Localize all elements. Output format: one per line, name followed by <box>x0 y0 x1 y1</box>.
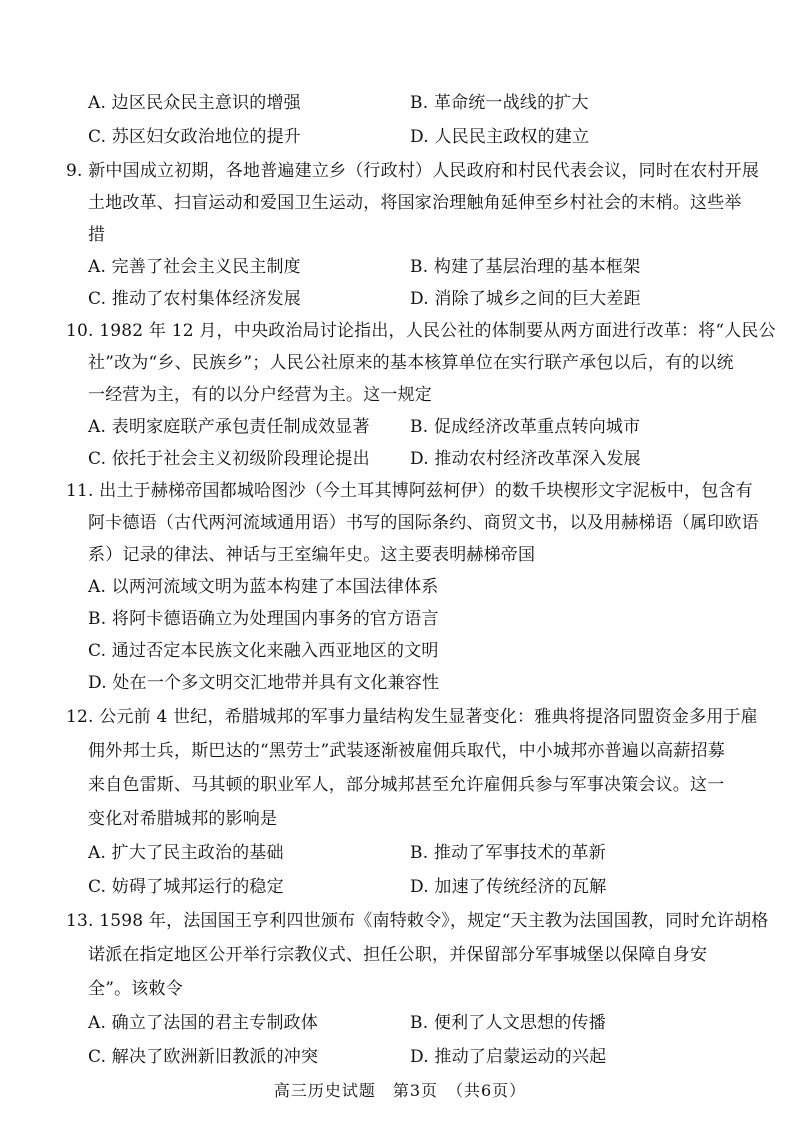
q9-option-a: A. 完善了社会主义民主制度 <box>88 257 301 277</box>
q9-option-c: C. 推动了农村集体经济发展 <box>88 289 302 309</box>
q13-stem-line-3: 全”。该敕令 <box>88 979 183 999</box>
q11-stem-line-3: 系）记录的律法、神话与王室编年史。这主要表明赫梯帝国 <box>88 545 536 565</box>
q9-stem-line-2: 土地改革、扫盲运动和爱国卫生运动，将国家治理触角延伸至乡村社会的末梢。这些举 <box>88 193 742 213</box>
q12-stem-line-3: 来自色雷斯、马其顿的职业军人，部分城邦甚至允许雇佣兵参与军事决策会议。这一 <box>88 775 725 795</box>
prev-option-a: A. 边区民众民主意识的增强 <box>88 93 301 113</box>
page-footer: 高三历史试题 第3页 （共6页） <box>273 1081 527 1100</box>
q10-option-d: D. 推动农村经济改革深入发展 <box>410 449 641 469</box>
prev-option-b: B. 革命统一战线的扩大 <box>410 93 589 113</box>
q13-stem-line-1: 13. 1598 年，法国国王亨利四世颁布《南特敕令》，规定“天主教为法国国教，同时允许胡格 <box>66 911 769 931</box>
q10-stem-line-2: 社”改为“乡、民族乡”；人民公社原来的基本核算单位在实行联产承包以后，有的以统 <box>88 353 734 373</box>
q12-stem-line-1: 12. 公元前 4 世纪，希腊城邦的军事力量结构发生显著变化：雅典将提洛同盟资金多用于雇 <box>66 707 758 727</box>
q11-stem-line-1: 11. 出土于赫梯帝国都城哈图沙（今土耳其博阿兹柯伊）的数千块楔形文字泥板中，包含有 <box>66 481 753 501</box>
q12-stem-line-4: 变化对希腊城邦的影响是 <box>88 809 278 829</box>
prev-option-c: C. 苏区妇女政治地位的提升 <box>88 127 302 147</box>
q11-option-c: C. 通过否定本民族文化来融入西亚地区的文明 <box>88 641 439 661</box>
q13-option-d: D. 推动了启蒙运动的兴起 <box>410 1047 607 1067</box>
q11-option-a: A. 以两河流域文明为蓝本构建了本国法律体系 <box>88 577 439 597</box>
q9-stem-line-3: 措 <box>88 225 106 245</box>
q10-option-c: C. 依托于社会主义初级阶段理论提出 <box>88 449 370 469</box>
q12-stem-line-2: 佣外邦士兵，斯巴达的“黑劳士”武装逐渐被雇佣兵取代，中小城邦亦普遍以高薪招募 <box>88 741 725 761</box>
q10-stem-line-1: 10. 1982 年 12 月，中央政治局讨论指出，人民公社的体制要从两方面进行改革：将“人民公 <box>66 321 776 341</box>
q12-option-a: A. 扩大了民主政治的基础 <box>88 843 284 863</box>
q13-stem-line-2: 诺派在指定地区公开举行宗教仪式、担任公职，并保留部分军事城堡以保障自身安 <box>88 945 708 965</box>
q11-stem-line-2: 阿卡德语（古代两河流域通用语）书写的国际条约、商贸文书，以及用赫梯语（属印欧语 <box>88 513 759 533</box>
q13-option-c: C. 解决了欧洲新旧教派的冲突 <box>88 1047 319 1067</box>
q13-option-a: A. 确立了法国的君主专制政体 <box>88 1013 319 1033</box>
q9-option-b: B. 构建了基层治理的基本框架 <box>410 257 641 277</box>
q12-option-d: D. 加速了传统经济的瓦解 <box>410 877 607 897</box>
prev-option-d: D. 人民民主政权的建立 <box>410 127 590 147</box>
q12-option-c: C. 妨碍了城邦运行的稳定 <box>88 877 284 897</box>
q11-option-b: B. 将阿卡德语确立为处理国内事务的官方语言 <box>88 609 439 629</box>
q10-stem-line-3: 一经营为主，有的以分户经营为主。这一规定 <box>88 385 432 405</box>
q11-option-d: D. 处在一个多文明交汇地带并具有文化兼容性 <box>88 673 440 693</box>
q10-option-a: A. 表明家庭联产承包责任制成效显著 <box>88 417 370 437</box>
q13-option-b: B. 便利了人文思想的传播 <box>410 1013 606 1033</box>
q10-option-b: B. 促成经济改革重点转向城市 <box>410 417 641 437</box>
q9-stem-line-1: 9. 新中国成立初期，各地普遍建立乡（行政村）人民政府和村民代表会议，同时在农村开展 <box>66 161 760 181</box>
q9-option-d: D. 消除了城乡之间的巨大差距 <box>410 289 641 309</box>
q12-option-b: B. 推动了军事技术的革新 <box>410 843 606 863</box>
